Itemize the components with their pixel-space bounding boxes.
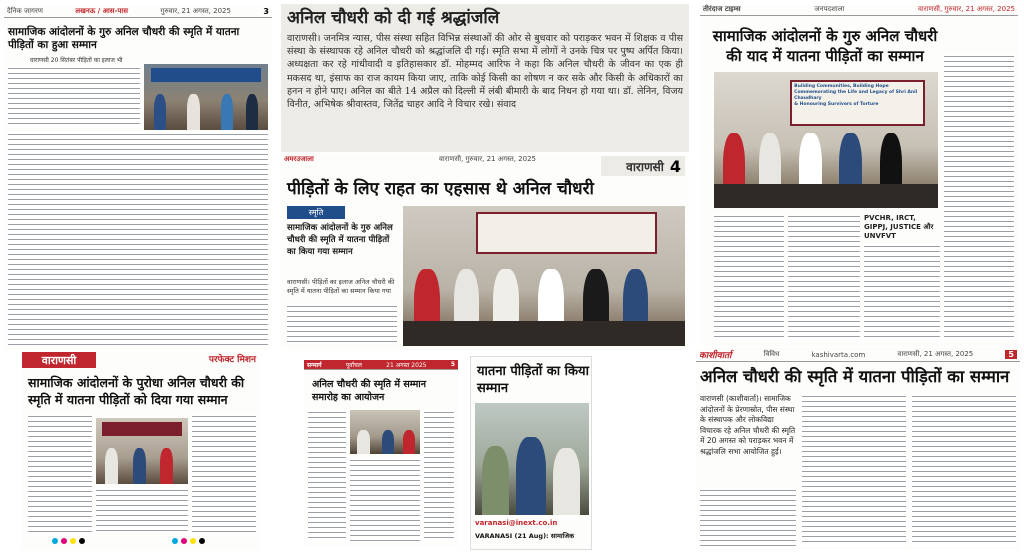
clip1-body-text-left	[8, 66, 140, 128]
clip3-city-tab	[601, 156, 685, 176]
clip4-paper-name: तीरंदाज टाइम्स	[703, 5, 741, 13]
clip2-headline: अनिल चौधरी को दी गई श्रद्धांजलि	[287, 8, 500, 28]
clip6-city-label: वाराणसी	[22, 352, 96, 368]
clip7-body-col1	[308, 410, 346, 542]
clip5-headline: अनिल चौधरी की स्मृति में यातना पीड़ितों का सम्मान	[700, 367, 1010, 386]
clip5-paper-name: काशीवार्ता	[699, 351, 732, 361]
yellow-dot-icon	[70, 538, 76, 544]
clip6-print-registration-marks	[52, 538, 85, 544]
clip1-photo	[144, 64, 268, 130]
clip6-body-col2	[96, 488, 188, 532]
clip3-body-text	[287, 304, 397, 344]
clip3-memory-label: स्मृति	[287, 206, 345, 219]
clip8-photo	[475, 403, 589, 515]
clip8-dateline: VARANASI (21 Aug): सामाजिक	[475, 532, 575, 540]
clip-kashivarta	[696, 348, 1020, 550]
clip5-date: वाराणसी, 21 अगस्त, 2025	[897, 350, 974, 358]
black-dot-icon	[199, 538, 205, 544]
clip1-section: लखनऊ / आस-पास	[75, 7, 128, 15]
clip5-body-cont	[700, 488, 796, 546]
clip4-masthead	[700, 4, 1018, 16]
clip4-banner-line1: Building Communities, Building Hope	[794, 84, 889, 90]
clip5-page-no: 5	[1005, 350, 1017, 359]
clip6-print-registration-marks-2	[172, 538, 205, 544]
clip4-photo	[714, 72, 938, 208]
clip1-masthead	[4, 6, 272, 18]
clip1-paper-name: दैनिक जागरण	[7, 7, 43, 15]
clip6-header-bar	[22, 352, 260, 368]
clip7-photo	[350, 410, 420, 454]
clip3-page-no: 4	[669, 156, 681, 176]
clip-tirandaj	[700, 4, 1018, 346]
clip-inext	[470, 356, 592, 550]
cyan-dot-icon	[172, 538, 178, 544]
clip1-lead-line: वाराणसी 20 सितंबर पीड़ितों का इलाज भी	[30, 57, 123, 64]
clip5-body: वाराणसी (काशीवार्ता)। सामाजिक आंदोलनों के प्रेरणास्रोत, पीस संस्था के संस्थापक और लोकविद्या विचारक रहे अनिल चौधरी की स्मृति में 20 अगस्त को पराड़कर भवन में श्रद्धांजलि सभा आयोजित हुई।	[700, 394, 796, 456]
clip4-orgs: PVCHR, IRCT, GIPPJ, JUSTICE और UNVFVT	[864, 214, 934, 240]
clip1-headline: सामाजिक आंदोलनों के गुरु अनिल चौधरी की स्मृति में यातना पीड़ितों का हुआ सम्मान	[8, 26, 240, 51]
clip3-paper-name: अमरउजाला	[284, 155, 314, 163]
yellow-dot-icon	[190, 538, 196, 544]
clip6-paper-name: परफेक्ट मिशन	[208, 355, 256, 365]
clip6-body-col3	[192, 414, 256, 532]
clip1-body-text	[8, 132, 268, 346]
clip8-source: varanasi@inext.co.in	[475, 519, 558, 527]
clip7-headline: अनिल चौधरी की स्मृति में सम्मान समारोह का आयोजन	[312, 379, 427, 403]
clip1-page-no: 3	[263, 7, 269, 16]
clip4-body-col1	[714, 214, 784, 340]
clip3-city-label: वाराणसी	[626, 159, 664, 174]
clip-perfect-mission	[22, 352, 260, 550]
clip2-body: वाराणसी। जनमित्र न्यास, पीस संस्था सहित विभिन्न संस्थाओं की ओर से बुधवार को पराड़कर भवन में शिक्षक व पीस संस्था के संस्थापक रहे अनिल चौधरी को श्रद्धांजलि दी गई। स्मृति सभा में लोगों ने उनके चित्र पर पुष्प अर्पित किया। अध्यक्षता कर रहे गांधीवादी व इतिहासकार डॉ. मोहम्मद आरिफ ने कहा कि अनिल चौधरी के जीवन का एक ही मकसद था, इंसाफ का राज कायम किया जाए, ताकि कोई किसी का शोषण न कर सके और किसी के अधिकारों का हनन न होने पाए। अनिल का बीते 14 अप्रैल को दिल्ली में लंबी बीमारी के बाद निधन हो गया था। डॉ. लेनिन, विजय विनीत, अभिषेक श्रीवास्तव, जितेंद्र चाहर आदि ने विचार रखे। संवाद	[287, 33, 683, 111]
clip7-paper-name: सन्मार्ग	[307, 361, 322, 369]
clip7-masthead	[304, 360, 458, 370]
clip5-section: विविध	[763, 350, 780, 358]
clip5-website: kashivarta.com	[811, 350, 866, 359]
clip5-masthead	[696, 348, 1020, 362]
clip3-photo	[403, 206, 685, 346]
clip-tribute	[281, 4, 689, 152]
clip4-side-column	[944, 54, 1014, 340]
clip4-headline: सामाजिक आंदोलनों के गुरु अनिल चौधरी की याद में यातना पीड़ितों का सम्मान	[712, 27, 938, 65]
clip4-section: जनपदशाला	[814, 5, 845, 13]
clip6-headline: सामाजिक आंदोलनों के पुरोधा अनिल चौधरी की स्मृति में यातना पीड़ितों को दिया गया सम्मान	[28, 375, 245, 407]
clip5-body-col2	[802, 394, 906, 546]
clip4-banner-line2: Commemorating the Life and Legacy of Shri Anil Chaudhary	[794, 90, 918, 102]
clip7-date: 21 अगस्त 2025	[386, 361, 427, 369]
clip8-headline: यातना पीड़ितों का किया सम्मान	[477, 364, 589, 396]
clip4-date: वाराणसी, गुरुवार, 21 अगस्त, 2025	[918, 5, 1015, 13]
clip-amar-ujala	[281, 154, 689, 350]
clip7-page-no: 5	[450, 361, 455, 368]
clip4-stage-banner	[790, 80, 924, 126]
clip3-date: वाराणसी, गुरुवार, 21 अगस्त, 2025	[439, 155, 536, 163]
clip7-body-col2	[350, 458, 420, 542]
black-dot-icon	[79, 538, 85, 544]
clip3-body-start: वाराणसी। पीड़ितों का इलाज अनिल चौधरी की स्मृति में यातना पीड़ितों का सम्मान किया गया	[287, 278, 395, 295]
clip6-body-col1	[28, 414, 92, 532]
clip5-body-col3	[912, 394, 1016, 546]
clip3-stage-banner	[476, 212, 657, 254]
magenta-dot-icon	[61, 538, 67, 544]
clip4-banner-line3: & Honouring Survivors of Torture	[794, 102, 879, 108]
clip-dainik-left	[4, 6, 272, 350]
clip7-body-col3	[424, 410, 454, 542]
clip4-body-col2	[788, 214, 860, 340]
magenta-dot-icon	[181, 538, 187, 544]
clip6-photo	[96, 418, 188, 484]
clip7-section: पूर्वांचल	[345, 361, 362, 369]
clip3-headline: पीड़ितों के लिए राहत का एहसास थे अनिल चौधरी	[287, 179, 594, 199]
clip1-date: गुरुवार, 21 अगस्त, 2025	[160, 7, 231, 15]
clip-sanmarg	[304, 360, 458, 548]
clip3-subhead: सामाजिक आंदोलनों के गुरु अनिल चौधरी की स्मृति में यातना पीड़ितों का किया गया सम्मान	[287, 223, 393, 257]
cyan-dot-icon	[52, 538, 58, 544]
clip4-body-col3	[864, 244, 940, 340]
